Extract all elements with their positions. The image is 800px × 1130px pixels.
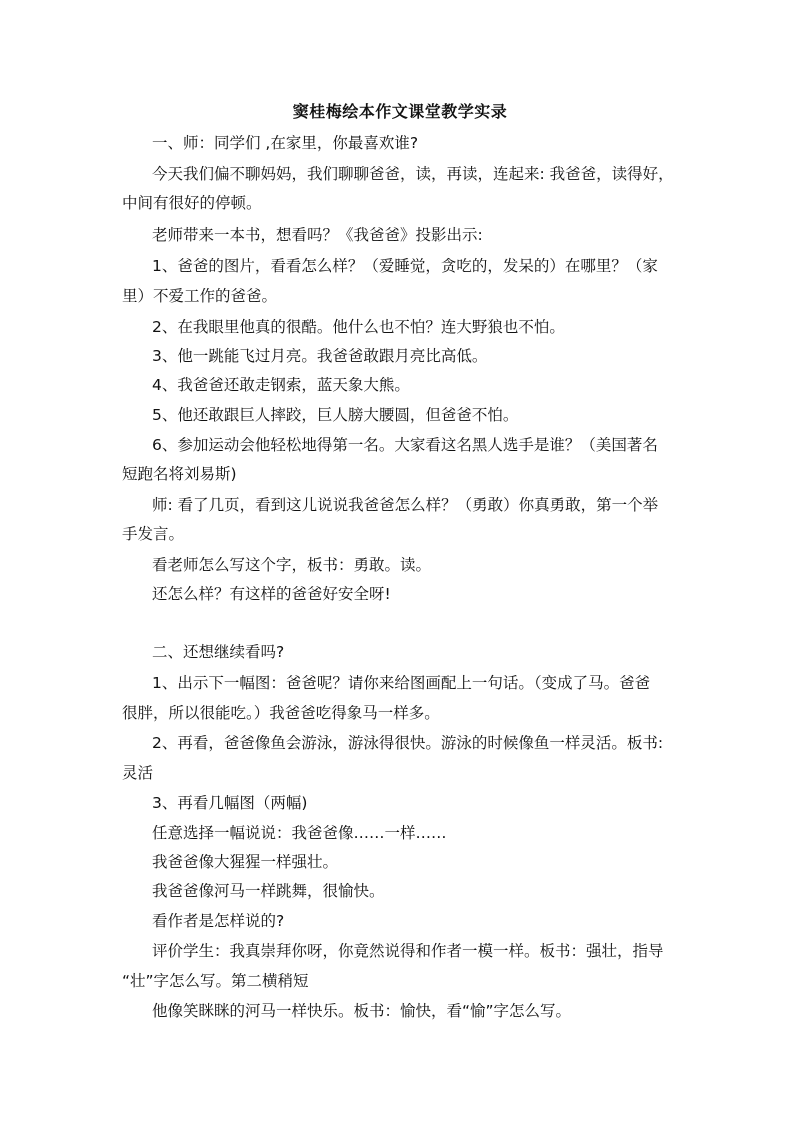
paragraph-line: 1、爸爸的图片，看看怎么样？（爱睡觉，贪吃的，发呆的）在哪里？（家 (152, 257, 658, 275)
paragraph-line: 手发言。 (122, 525, 185, 543)
paragraph-line: 一、师：同学们 ,在家里，你最喜欢谁? (152, 134, 419, 152)
paragraph-line: 3、再看几幅图（两幅) (152, 794, 308, 812)
paragraph-line: 师: 看了几页，看到这儿说说我爸爸怎么样？（勇敢）你真勇敢，第一个举 (152, 496, 659, 514)
paragraph-line: 他像笑眯眯的河马一样快乐。板书：愉快，看“愉”字怎么写。 (152, 1002, 572, 1020)
document-title: 窦桂梅绘本作文课堂教学实录 (292, 102, 508, 121)
paragraph-line: “壮”字怎么写。第二横稍短 (122, 972, 309, 990)
paragraph-line: 还怎么样？有这样的爸爸好安全呀! (152, 585, 391, 603)
paragraph-line: 今天我们偏不聊妈妈，我们聊聊爸爸，读，再读，连起来: 我爸爸，读得好， (152, 165, 674, 183)
paragraph-line: 2、再看，爸爸像鱼会游泳，游泳得很快。游泳的时候像鱼一样灵活。板书: (152, 734, 664, 752)
paragraph-line: 我爸爸像河马一样跳舞，很愉快。 (152, 882, 385, 900)
paragraph-line: 评价学生：我真崇拜你呀，你竟然说得和作者一模一样。板书：强壮，指导 (152, 942, 664, 960)
paragraph-line: 任意选择一幅说说：我爸爸像……一样…… (152, 824, 447, 842)
paragraph-line: 短跑名将刘易斯) (122, 465, 237, 483)
paragraph-line: 5、他还敢跟巨人摔跤，巨人膀大腰圆，但爸爸不怕。 (152, 406, 519, 424)
paragraph-line: 很胖，所以很能吃。）我爸爸吃得象马一样多。 (122, 704, 440, 722)
paragraph-line: 看作者是怎样说的? (152, 912, 285, 930)
paragraph-line: 中间有很好的停顿。 (122, 194, 262, 212)
paragraph-line: 3、他一跳能飞过月亮。我爸爸敢跟月亮比高低。 (152, 347, 488, 365)
paragraph-line: 2、在我眼里他真的很酷。他什么也不怕？连大野狼也不怕。 (152, 318, 565, 336)
section-heading: 二、还想继续看吗? (152, 643, 285, 661)
paragraph-line: 我爸爸像大猩猩一样强壮。 (152, 853, 339, 871)
paragraph-line: 看老师怎么写这个字，板书：勇敢。读。 (152, 556, 432, 574)
paragraph-line: 4、我爸爸还敢走钢索，蓝天象大熊。 (152, 376, 410, 394)
paragraph-line: 6、参加运动会他轻松地得第一名。大家看这名黑人选手是谁？（美国著名 (152, 436, 658, 454)
paragraph-line: 里）不爱工作的爸爸。 (122, 287, 278, 305)
paragraph-line: 老师带来一本书，想看吗？《我爸爸》投影出示: (152, 226, 483, 244)
paragraph-line: 灵活 (122, 764, 154, 782)
paragraph-line: 1、出示下一幅图：爸爸呢？请你来给图画配上一句话。（变成了马。爸爸 (152, 674, 651, 692)
